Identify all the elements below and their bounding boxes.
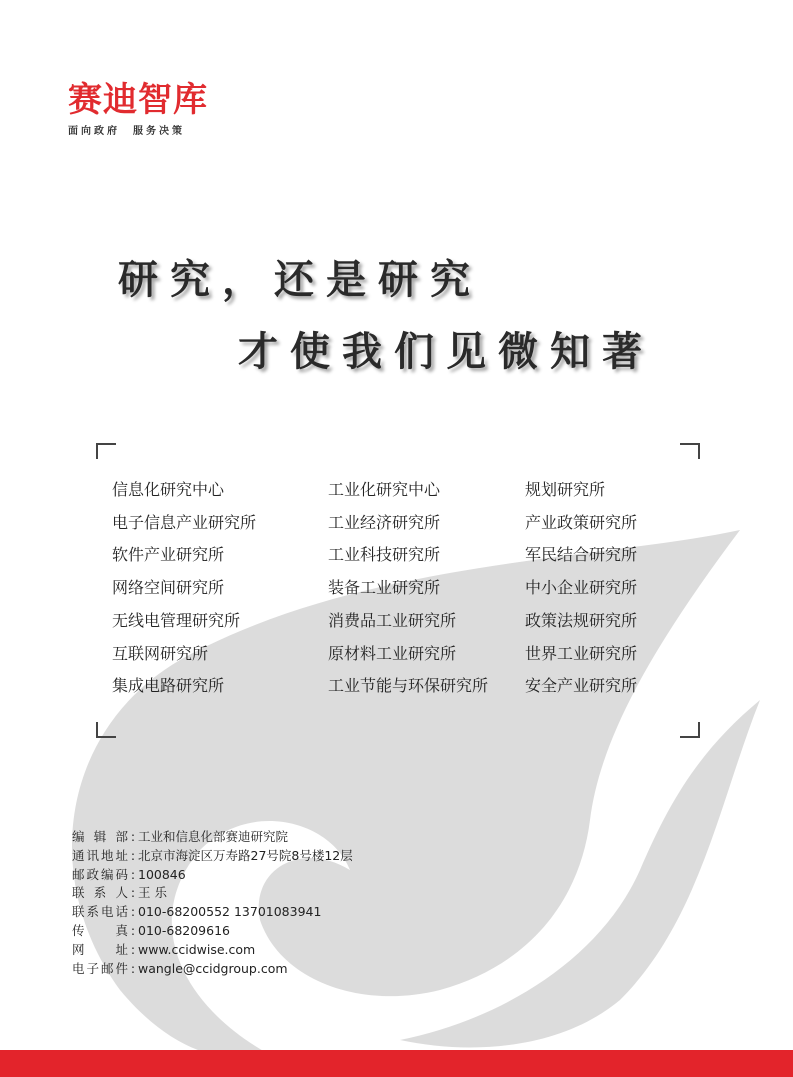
contact-label: 传真 <box>72 922 128 938</box>
institute-item: 装备工业研究所 <box>328 578 441 598</box>
contact-value: www.ccidwise.com <box>138 941 256 957</box>
contact-value: 010-68209616 <box>138 922 230 938</box>
institute-item: 工业化研究中心 <box>328 480 441 499</box>
institute-item: 电子信息产业研究所 <box>112 512 257 532</box>
contact-row-website: 网址 : www.ccidwise.com <box>72 941 353 960</box>
institute-item: 产业政策研究所 <box>525 512 638 532</box>
institute-item: 工业节能与环保研究所 <box>328 676 489 696</box>
contact-row-person: 联系人 : 王 乐 <box>72 884 353 903</box>
contact-label: 电子邮件 <box>72 960 128 976</box>
headline-line-1: 研究，还是研究 <box>118 257 482 303</box>
frame-corner-top-left <box>96 443 116 459</box>
brand-logo <box>68 80 208 137</box>
contact-value: wangle@ccidgroup.com <box>138 960 288 976</box>
contact-row-phone: 联系电话 : 010-68200552 13701083941 <box>72 903 353 922</box>
contact-label: 网址 <box>72 941 128 957</box>
contact-value: 工业和信息化部赛迪研究院 <box>138 829 289 844</box>
contact-row-address: 通讯地址 : 北京市海淀区万寿路27号院8号楼12层 <box>72 847 353 866</box>
frame-corner-top-right <box>680 443 700 459</box>
institute-item: 军民结合研究所 <box>525 545 638 565</box>
institute-column-2 <box>328 474 488 703</box>
contact-info <box>72 828 353 978</box>
institute-item: 原材料工业研究所 <box>328 643 457 663</box>
frame-corner-bottom-left <box>96 722 116 738</box>
frame-corner-bottom-right <box>680 722 700 738</box>
brand-name: 赛迪智库 <box>68 80 208 120</box>
contact-label: 联系人 <box>72 885 128 901</box>
headline-line-2: 才使我们见微知著 <box>238 329 654 375</box>
institute-item: 世界工业研究所 <box>525 643 638 663</box>
contact-label: 邮政编码 <box>72 866 128 882</box>
contact-value: 王 乐 <box>138 885 167 901</box>
institute-item: 集成电路研究所 <box>112 676 225 696</box>
contact-value: 北京市海淀区万寿路27号院8号楼12层 <box>138 847 353 863</box>
contact-value: 010-68200552 13701083941 <box>138 904 322 920</box>
institute-item: 工业经济研究所 <box>328 512 441 532</box>
institute-item: 政策法规研究所 <box>525 610 638 630</box>
contact-row-fax: 传真 : 010-68209616 <box>72 922 353 941</box>
institute-column-3 <box>525 474 637 703</box>
contact-label: 联系电话 <box>72 904 128 920</box>
institute-item: 规划研究所 <box>525 480 606 499</box>
contact-value: 100846 <box>138 866 186 882</box>
institute-item: 互联网研究所 <box>112 643 209 663</box>
contact-row-postcode: 邮政编码 : 100846 <box>72 866 353 885</box>
contact-label: 通讯地址 <box>72 847 128 863</box>
contact-row-editorial: 编辑部 : 工业和信息化部赛迪研究院 <box>72 828 353 847</box>
footer-red-bar <box>0 1050 793 1077</box>
brand-slogan: 面向政府 服务决策 <box>68 126 185 137</box>
institute-item: 无线电管理研究所 <box>112 610 241 630</box>
contact-row-email: 电子邮件 : wangle@ccidgroup.com <box>72 960 353 979</box>
institute-item: 软件产业研究所 <box>112 545 225 565</box>
institute-item: 工业科技研究所 <box>328 545 441 565</box>
institute-item: 信息化研究中心 <box>112 480 225 499</box>
institute-item: 消费品工业研究所 <box>328 610 457 630</box>
institute-column-1 <box>112 474 256 703</box>
contact-label: 编辑部 <box>72 829 128 844</box>
institute-item: 安全产业研究所 <box>525 676 638 696</box>
institute-item: 网络空间研究所 <box>112 578 225 598</box>
institute-item: 中小企业研究所 <box>525 578 638 598</box>
